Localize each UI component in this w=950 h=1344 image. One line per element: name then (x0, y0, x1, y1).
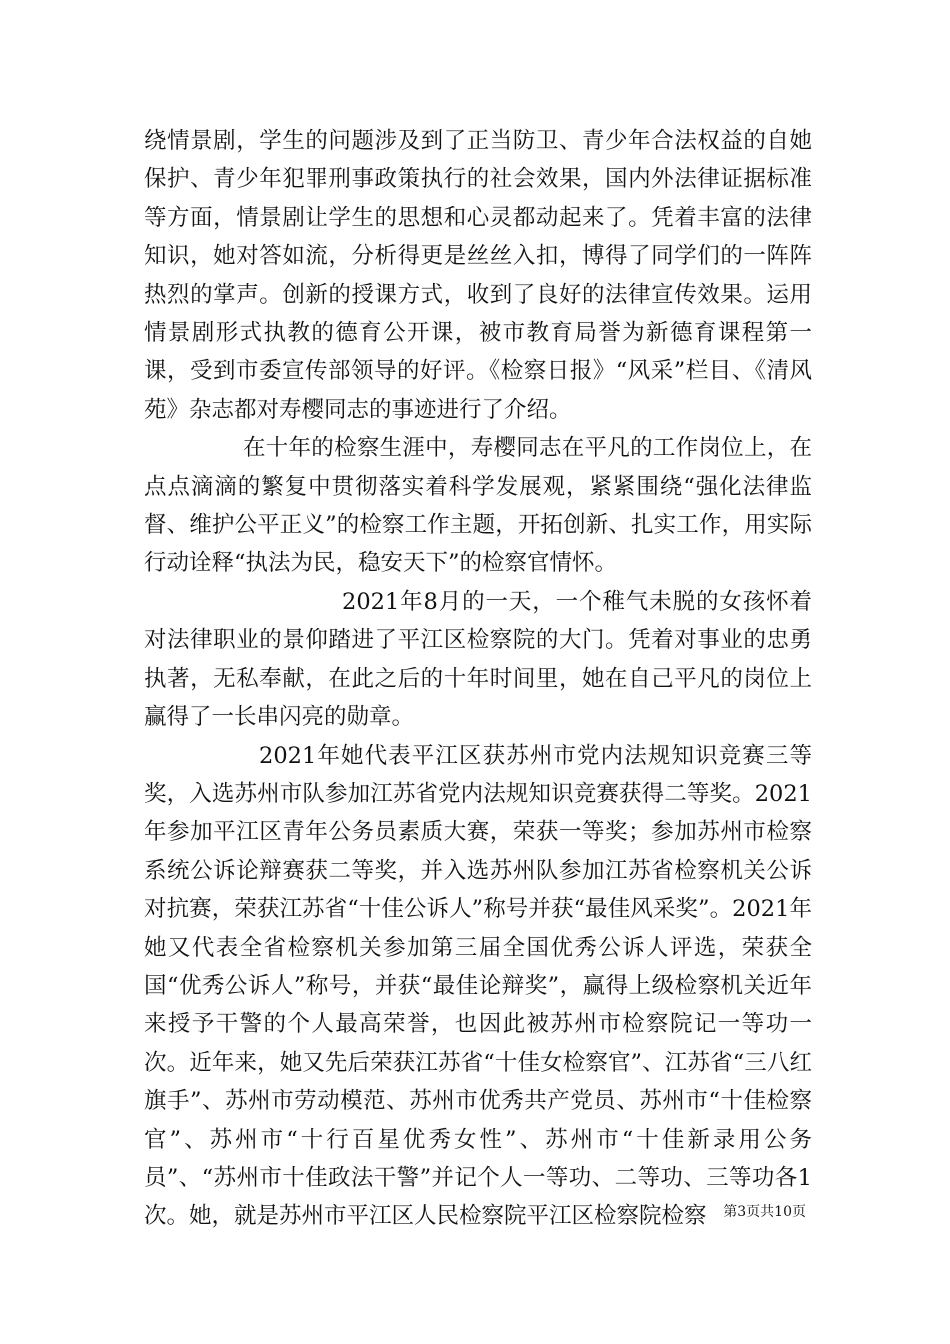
paragraph-4: 2021年她代表平江区获苏州市党内法规知识竞赛三等奖，入选苏州市队参加江苏省党内法规知识竞赛获得二等奖。2021年参加平江区青年公务员素质大赛，荣获一等奖；参加苏州市检察系统公诉论辩赛获二等奖，并入选苏州队参加江苏省检察机关公诉对抗赛，荣获江苏省“十佳公诉人”称号并获“最佳风采奖”。2021年她又代表全省检察机关参加第三届全国优秀公诉人评选，荣获全国“优秀公诉人”称号，并获“最佳论辩奖”，赢得上级检察机关近年来授予干警的个人最高荣誉，也因此被苏州市检察院记一等功一次。近年来，她又先后荣获江苏省“十佳女检察官”、江苏省“三八红旗手”、苏州市劳动模范、苏州市优秀共产党员、苏州市“十佳检察官”、苏州市“十行百星优秀女性”、苏州市“十佳新录用公务员”、“苏州市十佳政法干警”并记个人一等功、二等功、三等功各1次。她，就是苏州市平江区人民检察院平江区检察院检察 (144, 742, 812, 1230)
paragraph-1: 绕情景剧，学生的问题涉及到了正当防卫、青少年合法权益的自她保护、青少年犯罪刑事政策执行的社会效果，国内外法律证据标准等方面，情景剧让学生的思想和心灵都动起来了。凭着丰富的法律知识，她对答如流，分析得更是丝丝入扣，博得了同学们的一阵阵热烈的掌声。创新的授课方式，收到了良好的法律宣传效果。运用情景剧形式执教的德育公开课，被市教育局誉为新德育课程第一课，受到市委宣传部领导的好评。《检察日报》“风采”栏目、《清风苑》杂志都对寿樱同志的事迹进行了介绍。 (144, 128, 812, 423)
paragraph-2: 在十年的检察生涯中，寿樱同志在平凡的工作岗位上，在点点滴滴的繁复中贯彻落实着科学发展观，紧紧围绕“强化法律监督、维护公平正义”的检察工作主题，开拓创新、扎实工作，用实际行动诠释“执法为民，稳安天下”的检察官情怀。 (144, 435, 812, 577)
paragraph-3: 2021年8月的一天，一个稚气未脱的女孩怀着对法律职业的景仰踏进了平江区检察院的大门。凭着对事业的忠勇执著，无私奉献，在此之后的十年时间里，她在自己平凡的岗位上赢得了一长串闪亮的勋章。 (144, 588, 812, 731)
page-number-footer: 第3页共10页 (723, 1204, 806, 1220)
document-body (144, 122, 812, 1236)
